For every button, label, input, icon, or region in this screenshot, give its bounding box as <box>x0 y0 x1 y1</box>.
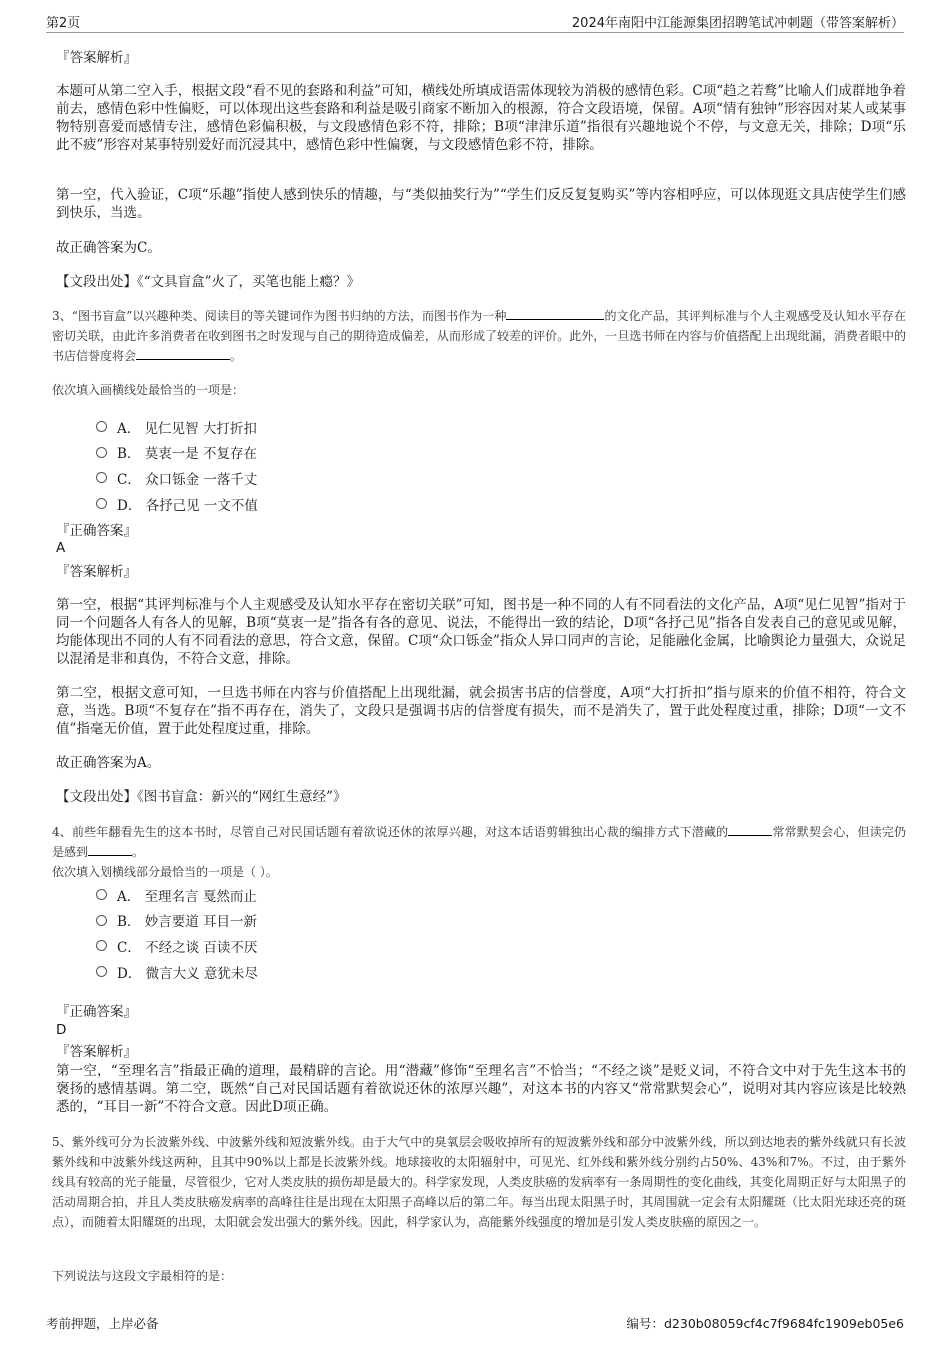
q3-option-d[interactable] <box>56 491 906 517</box>
q4-answer: D <box>56 1022 67 1038</box>
analysis-tag: 『答案解析』 <box>56 50 137 66</box>
q3-option-a[interactable] <box>56 414 906 440</box>
q3-stem-part3: 。 <box>230 349 243 363</box>
code-value: d230b08059cf4c7f9684fc1909eb05e6 <box>663 1316 904 1331</box>
q2-analysis-p1: 本题可从第二空入手，根据文段“看不见的套路和利益”可知，横线处所填成语需体现较为消极的感情色彩。C项“趋之若鹜”比喻人们成群地争着前去，感情色彩中性偏贬，可以体现出这些套路和利益是吸引商家不断加入的根源，符合文段语境，保留。A项“情有独钟”形容因对某人或某事物特别喜爱而感情专注，感情色彩偏积极，与文段感情色彩不符，排除；B项“津津乐道”指很有兴趣地说个不停，与文意无关，排除；D项“乐此不疲”形容对某事特别爱好而沉浸其中，感情色彩中性偏褒，与文段感情色彩不符，排除。 <box>56 83 906 153</box>
q4-answer-tag: 『正确答案』 <box>56 1004 137 1020</box>
q3-option-c[interactable] <box>56 465 906 491</box>
q3-analysis-tag: 『答案解析』 <box>56 564 137 580</box>
q4-option-a[interactable] <box>56 882 906 908</box>
footer-slogan: 考前押题，上岸必备 <box>46 1316 159 1331</box>
q3-analysis-p2: 第二空，根据文意可知，一旦选书师在内容与价值搭配上出现纰漏，就会损害书店的信誉度，A项“大打折扣”指与原来的价值不相符，符合文意，当选。B项“不复存在”指不再存在，消失了，文段只是强调书店的信誉度有损失，而不是消失了，置于此处程度过重，排除；D项“一文不值”指毫无价值，置于此处程度过重，排除。 <box>56 685 906 737</box>
code-label: 编号： <box>626 1316 664 1331</box>
q5-prompt: 下列说法与这段文字最相符的是： <box>52 1269 233 1283</box>
option-label: D． 各抒己见 一文不值 <box>117 497 258 514</box>
q3-analysis-conclusion: 故正确答案为A。 <box>56 755 161 771</box>
q3-stem-part1: 3、“图书盲盒”以兴趣种类、阅读目的等关键词作为图书归纳的方法，而图书作为一种 <box>52 309 507 323</box>
radio-button-icon[interactable] <box>96 421 107 432</box>
q4-option-c[interactable] <box>56 933 906 959</box>
q3-option-b[interactable] <box>56 440 906 466</box>
document-code <box>626 1314 904 1332</box>
option-label: C． 众口铄金 一落千丈 <box>117 471 258 488</box>
q4-stem-part1: 4、前些年翻看先生的这本书时，尽管自己对民国话题有着欲说还休的浓厚兴趣，对这本话语剪辑独出心裁的编排方式下潜藏的 <box>52 825 729 839</box>
q3-stem-part2: 的文化产品，其评判标准与个人主观感受及认知水平存在密切关联，由此许多消费者在收到图书之时发现与自己的期待造成偏差，从而形成了较差的评价。此外，一旦选书师在内容与价值搭配上出现纰漏，消费者眼中的书店信誉度将会 <box>52 309 906 363</box>
q4-blank-2 <box>88 843 132 856</box>
q4-options <box>56 882 906 984</box>
radio-button-icon[interactable] <box>96 940 107 951</box>
q3-analysis-p1: 第一空，根据“其评判标准与个人主观感受及认知水平存在密切关联”可知，图书是一种不同的人有不同看法的文化产品，A项“见仁见智”指对于同一个问题各人有各人的见解，B项“莫衷一是”指各有各的意见、说法，不能得出一致的结论，D项“各抒己见”指各自发表自己的意见或见解，均能体现出不同的人有不同看法的意思，符合文意，保留。C项“众口铄金”指众人异口同声的言论，足能融化金属，比喻舆论力量强大，众说足以混淆是非和真伪，不符合文意，排除。 <box>56 597 906 667</box>
option-label: B． 莫衷一是 不复存在 <box>117 446 258 463</box>
q2-analysis-conclusion: 故正确答案为C。 <box>56 240 161 256</box>
radio-button-icon[interactable] <box>96 447 107 458</box>
q4-analysis-p1: 第一空，“至理名言”指最正确的道理，最精辟的言论。用“潜藏”修饰“至理名言”不恰当；“不经之谈”是贬义词，不符合文中对于先生这本书的褒扬的感情基调。第二空，既然“自己对民国话题有着欲说还休的浓厚兴趣”，对这本书的内容又“常常默契会心”，说明对其内容应该是比较熟悉的，“耳目一新”不符合文意。因此D项正确。 <box>56 1063 906 1115</box>
option-label: B． 妙言要道 耳目一新 <box>117 914 258 931</box>
q4-option-d[interactable] <box>56 959 906 985</box>
option-label: D． 微言大义 意犹未尽 <box>117 965 258 982</box>
q4-prompt: 依次填入划横线部分最恰当的一项是（ ）。 <box>52 865 278 879</box>
q3-blank-2 <box>136 347 230 360</box>
radio-button-icon[interactable] <box>96 966 107 977</box>
page-footer <box>46 1314 904 1332</box>
option-label: A． 见仁见智 大打折扣 <box>117 420 257 437</box>
q5-stem: 5、紫外线可分为长波紫外线、中波紫外线和短波紫外线。由于大气中的臭氧层会吸收掉所有的短波紫外线和部分中波紫外线，所以到达地表的紫外线就只有长波紫外线和中波紫外线这两种，且其中90%以上都是长波紫外线。地球接收的太阳辐射中，可见光、红外线和紫外线分别约占50%、43%和7%。不过，由于紫外线具有较高的光子能量，尽管很少，它对人类皮肤的损伤却是最大的。科学家发现，人类皮肤癌的发病率有一条周期性的变化曲线，其变化周期正好与太阳黑子的活动周期合拍，并且人类皮肤癌发病率的高峰往往是出现在太阳黑子高峰以后的第二年。每当出现太阳黑子时，其周围就一定会有太阳耀斑（比太阳光球还亮的斑点），而随着太阳耀斑的出现，太阳就会发出强大的紫外线。因此，科学家认为，高能紫外线强度的增加是引发人类皮肤癌的原因之一。 <box>52 1135 906 1229</box>
q4-stem-part2: 常常默契会心，但读完仍是感到 <box>52 825 906 859</box>
q3-answer: A <box>56 540 66 556</box>
q3-prompt: 依次填入画横线处最恰当的一项是： <box>52 383 245 397</box>
page-number: 第2页 <box>46 16 81 31</box>
radio-button-icon[interactable] <box>96 915 107 926</box>
q2-source: 【文段出处】《“文具盲盒”火了，买笔也能上瘾？》 <box>56 274 361 290</box>
q4-option-b[interactable] <box>56 908 906 934</box>
q2-analysis <box>56 48 906 74</box>
page-header <box>46 12 904 33</box>
q3-source: 【文段出处】《图书盲盒：新兴的“网红生意经”》 <box>56 789 347 805</box>
q3-answer-tag: 『正确答案』 <box>56 523 137 539</box>
q4-blank-1 <box>728 823 772 836</box>
option-label: C． 不经之谈 百读不厌 <box>117 939 258 956</box>
radio-button-icon[interactable] <box>96 889 107 900</box>
document-title: 2024年南阳中江能源集团招聘笔试冲刺题（带答案解析） <box>571 16 904 31</box>
radio-button-icon[interactable] <box>96 472 107 483</box>
option-label: A． 至理名言 戛然而止 <box>117 888 257 905</box>
q2-analysis-p2: 第一空，代入验证，C项“乐趣”指使人感到快乐的情趣，与“类似抽奖行为”“学生们反反复复购买”等内容相呼应，可以体现逛文具店使学生们感到快乐，当选。 <box>56 187 906 221</box>
radio-button-icon[interactable] <box>96 498 107 509</box>
q3-stem <box>52 306 906 366</box>
q4-stem <box>52 822 906 862</box>
q4-analysis-tag: 『答案解析』 <box>56 1044 137 1060</box>
q3-options <box>56 414 906 516</box>
q4-stem-part3: 。 <box>132 845 145 859</box>
q3-blank-1 <box>506 307 604 320</box>
